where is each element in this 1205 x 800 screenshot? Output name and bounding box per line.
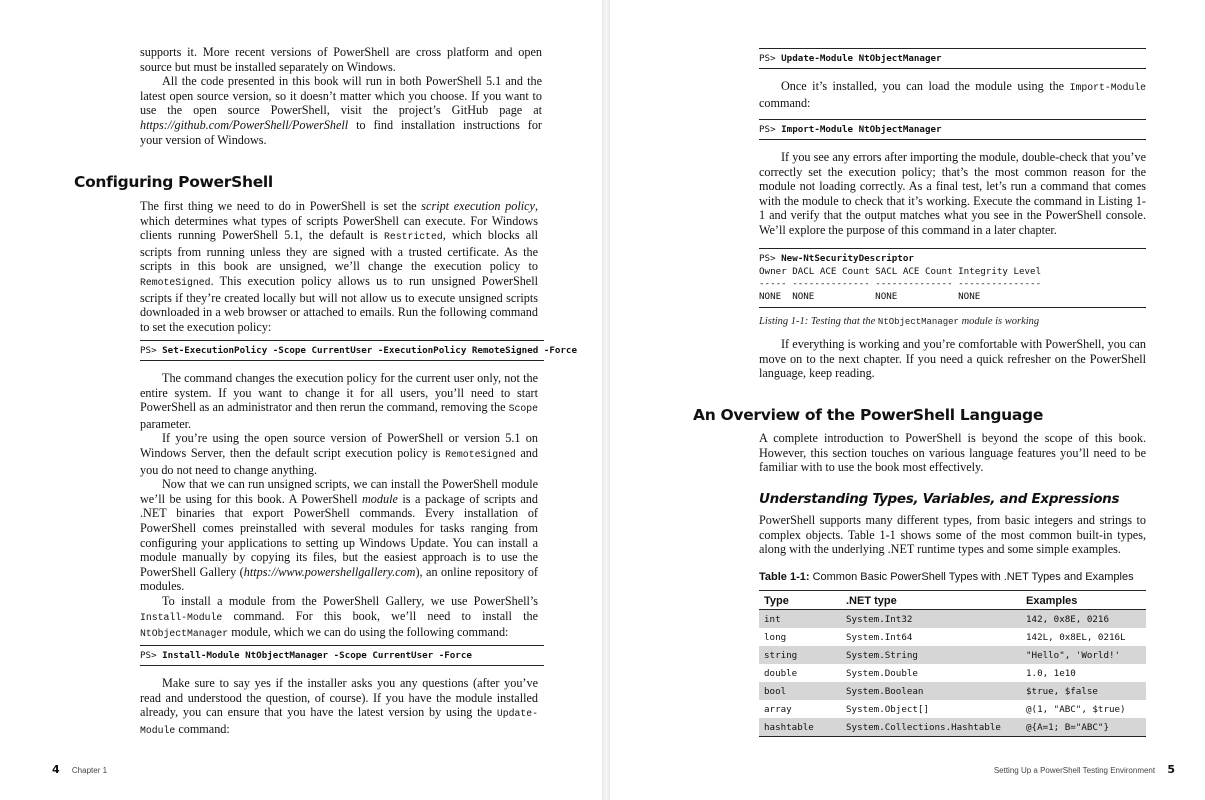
body-text-block <box>140 676 538 738</box>
text: The command changes the execution policy for the current user only, not the entire system. If you want to change it for all users, you’ll need to start PowerShell as an administrator and then rerun the command, removing the <box>140 371 538 415</box>
paragraph <box>140 477 538 594</box>
chapter-label: Chapter 1 <box>71 766 108 775</box>
inline-code: RemoteSigned <box>445 448 516 460</box>
section-heading-configuring: Configuring PowerShell <box>74 173 273 191</box>
command: Install-Module NtObjectManager -Scope CurrentUser -Force <box>162 650 472 661</box>
text: command: <box>175 721 230 736</box>
right-footer <box>994 763 1175 776</box>
page-number: 4 <box>52 763 60 776</box>
table-cell: 142, 0x8E, 0216 <box>1021 610 1146 629</box>
table-cell: hashtable <box>759 718 841 737</box>
table-row <box>759 646 1146 664</box>
paragraph: A complete introduction to PowerShell is beyond the scope of this book. However, this section touches on various language features you’ll need to be familiar with to use the book most effectively. <box>759 431 1146 475</box>
term-module: module <box>361 491 398 506</box>
table-cell: 142L, 0x8EL, 0216L <box>1026 631 1126 643</box>
running-title: Setting Up a PowerShell Testing Environment <box>993 766 1156 775</box>
term-script-execution-policy: script execution policy <box>421 199 535 213</box>
inline-code: RemoteSigned <box>140 276 211 288</box>
section-heading-overview: An Overview of the PowerShell Language <box>693 406 1044 424</box>
table-header-row <box>759 591 1146 610</box>
text: is a package of scripts and .NET binaries that export PowerShell commands. Every installation of PowerShell comes preinstalled with several modules for tasks ranging from configuring your applications to setting up Windows Update. You can install a module manually by copying its files, but the easiest approach is to use the PowerShell Gallery ( <box>140 491 538 579</box>
command: Update-Module NtObjectManager <box>781 53 942 64</box>
inline-code: NtObjectManager <box>140 628 229 640</box>
text: ), an online repository of modules. <box>140 564 538 594</box>
code-block-set-execution-policy <box>140 340 577 361</box>
output-row: NONE NONE NONE NONE <box>759 290 981 302</box>
text: module is working <box>958 316 1040 327</box>
table-cell: $true, $false <box>1021 682 1146 700</box>
table-cell: System.Boolean <box>841 682 1021 700</box>
inline-code: Restricted <box>383 231 443 243</box>
body-text-block <box>140 371 538 642</box>
text: All the code presented in this book will run in both PowerShell 5.1 and the latest open source version, so it doesn’t matter which you choose. If you want to use the open source PowerShell, visit the project’s GitHub page at <box>140 74 542 118</box>
text: If you’re using the open source version of PowerShell or version 5.1 on Windows Server, then the default script execution policy is <box>140 431 538 460</box>
text: to find installation instructions for your version of Windows. <box>140 117 542 147</box>
table-cell: System.Int32 <box>841 610 1021 629</box>
column-header: .NET type <box>841 591 1021 610</box>
types-table <box>759 590 1146 737</box>
paragraph: PowerShell supports many different types, from basic integers and strings to complex objects. Table 1-1 shows some of the most common built-in types, along with the underlying .NET runtime types and some simple examples. <box>759 513 1146 557</box>
table-cell: double <box>764 667 798 679</box>
command: New-NtSecurityDescriptor <box>781 253 914 264</box>
right-page <box>610 0 1205 800</box>
left-page <box>0 0 602 800</box>
text: . This execution policy allows us to run unsigned PowerShell scripts if they’re created locally but will not allow us to execute unsigned scripts downloaded in a web browser or attached to emails. Run the following command to set the execution policy: <box>140 273 538 334</box>
output-header: Owner DACL ACE Count SACL ACE Count Integrity Level <box>759 265 1042 277</box>
paragraph <box>140 371 538 431</box>
text: supports it. More recent versions of PowerShell are cross platform and open source but must be installed separately on Windows. <box>140 45 542 74</box>
text: command: <box>759 95 811 110</box>
intro-text <box>140 45 542 147</box>
column-header: Examples <box>1021 591 1146 610</box>
text: Make sure to say yes if the installer asks you any questions (after you’ve read and understood the question, of course). If you have the module installed already, you can ensure that you have the latest version by using the <box>140 676 538 720</box>
table-cell: System.Double <box>846 667 918 679</box>
table-cell: "Hello", 'World!' <box>1021 646 1146 664</box>
table-row <box>759 718 1146 737</box>
table-row <box>759 610 1146 629</box>
table-cell: bool <box>759 682 841 700</box>
prompt: PS> <box>140 345 163 356</box>
table-row <box>759 682 1146 700</box>
listing-caption <box>759 316 1039 327</box>
table-caption-text: Common Basic PowerShell Types with .NET Types and Examples <box>809 571 1134 583</box>
column-header: Type <box>759 591 841 610</box>
table-row <box>759 700 1146 718</box>
text: Listing 1-1: Testing that the <box>759 316 878 327</box>
prompt: PS> <box>759 53 782 64</box>
table-caption-label: Table 1-1: <box>759 571 810 583</box>
page-number: 5 <box>1167 763 1175 776</box>
inline-code: NtObjectManager <box>877 317 959 327</box>
table-cell: string <box>759 646 841 664</box>
table-cell: int <box>759 610 841 629</box>
gallery-url: https://www.powershellgallery.com <box>243 564 416 579</box>
inline-code: Import-Module <box>1069 82 1146 93</box>
body-text-block <box>759 79 1146 110</box>
paragraph <box>140 594 538 642</box>
prompt: PS> <box>140 650 163 661</box>
table-cell: 1.0, 1e10 <box>1026 667 1076 679</box>
output-rule: ----- -------------- -------------- --------------- <box>759 278 1042 290</box>
table-cell: long <box>764 631 787 643</box>
command: Set-ExecutionPolicy -Scope CurrentUser -ExecutionPolicy RemoteSigned -Force <box>162 345 577 356</box>
inline-code: Install-Module <box>140 611 223 623</box>
table-cell: @{A=1; B="ABC"} <box>1021 718 1146 737</box>
body-text-block <box>759 150 1146 238</box>
left-footer <box>52 763 107 776</box>
text: Once it’s installed, you can load the module using the <box>781 79 1070 93</box>
paragraph: If everything is working and you’re comfortable with PowerShell, you can move on to the next chapter. If you need a quick refresher on the PowerShell language, keep reading. <box>759 337 1146 381</box>
body-text-block <box>759 337 1146 381</box>
body-text-block <box>759 431 1146 475</box>
subsection-heading-types: Understanding Types, Variables, and Expressions <box>759 491 1120 507</box>
text: command. For this book, we’ll need to install the <box>222 608 538 623</box>
code-block-install-module <box>140 645 544 666</box>
inline-code: Update-Module <box>140 708 538 736</box>
book-gutter <box>602 0 610 800</box>
prompt: PS> <box>759 253 782 264</box>
paragraph <box>140 45 542 74</box>
code-block-import-module <box>759 119 1146 140</box>
table-row <box>759 664 1146 682</box>
github-url: https://github.com/PowerShell/PowerShell <box>140 117 349 132</box>
paragraph <box>759 79 1146 110</box>
paragraph <box>140 199 538 334</box>
command: Import-Module NtObjectManager <box>781 124 942 135</box>
table-row <box>759 628 1146 646</box>
table-cell: System.Int64 <box>846 631 913 643</box>
table-caption <box>759 571 1134 583</box>
prompt: PS> <box>759 124 782 135</box>
paragraph: If you see any errors after importing the module, double-check that you’ve correctly set the execution policy; that’s the most common reason for the module not loading correctly. As a final test, let’s run a command that comes with the module to check that it’s working. Execute the command in Listing 1-1 and verify that the output matches what you see in the PowerShell console. We’ll explore the purpose of this command in a later chapter. <box>759 150 1146 237</box>
table-cell: @(1, "ABC", $true) <box>1026 703 1126 715</box>
text: To install a module from the PowerShell Gallery, we use PowerShell’s <box>162 593 538 608</box>
text: parameter. <box>140 416 192 431</box>
text: module, which we can do using the following command: <box>228 625 509 640</box>
table-cell: System.String <box>841 646 1021 664</box>
code-block-update-module <box>759 48 1146 69</box>
table-cell: array <box>764 703 792 715</box>
text: Now that we can run unsigned scripts, we can install the PowerShell module we’ll be using for this book. A PowerShell <box>140 477 538 506</box>
table-cell: System.Collections.Hashtable <box>841 718 1021 737</box>
text: , which determines what types of scripts PowerShell can execute. For Windows clients running PowerShell 5.1, the default is <box>140 199 538 243</box>
inline-code: Scope <box>508 403 538 415</box>
text: and you do not need to change anything. <box>140 445 538 477</box>
configuring-text <box>140 199 538 334</box>
paragraph <box>140 676 538 738</box>
paragraph <box>140 431 538 477</box>
table-cell: System.Object[] <box>846 703 929 715</box>
code-block-listing-1-1 <box>759 248 1146 308</box>
paragraph <box>140 74 542 147</box>
text: The first thing we need to do in PowerShell is set the <box>140 199 422 213</box>
body-text-block <box>759 513 1146 557</box>
text: , which blocks all scripts from running unless they are signed with a trusted certificate. As the scripts in this book are unsigned, we’ll change the execution policy to <box>140 228 538 274</box>
